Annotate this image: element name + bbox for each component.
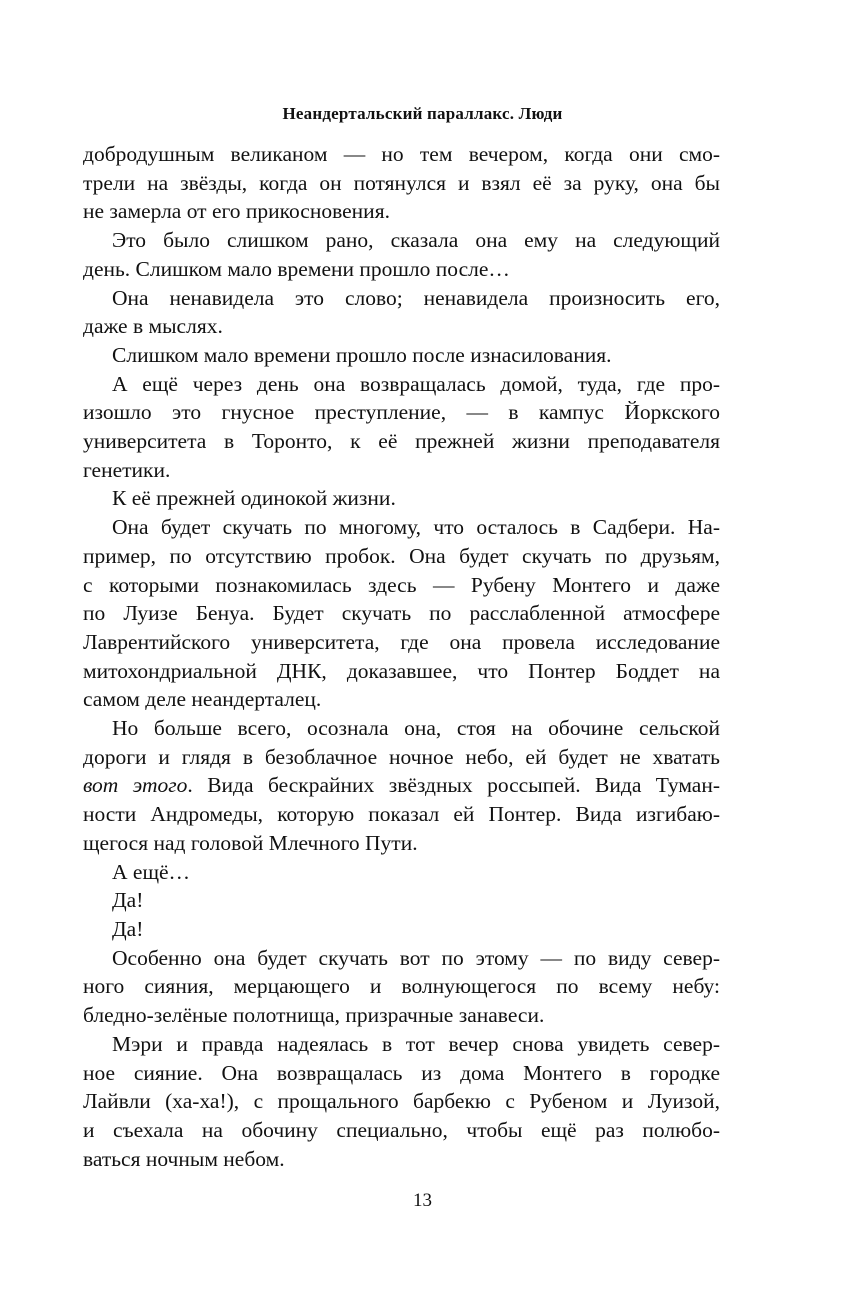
body-text bbox=[83, 140, 720, 1173]
text-line: ваться ночным небом. bbox=[83, 1146, 285, 1171]
text-line: добродушным великаном — но тем вечером, когда они смо- bbox=[83, 142, 720, 166]
text-line: университета в Торонто, к её прежней жизни преподавателя bbox=[83, 429, 720, 454]
paragraph bbox=[83, 284, 720, 341]
text-line: А ещё через день она возвращалась домой, туда, где про- bbox=[112, 371, 720, 396]
text-line: Лайвли (ха-ха!), с прощального барбекю с Рубеном и Луизой, bbox=[83, 1089, 720, 1114]
text-line: А ещё… bbox=[112, 859, 191, 884]
text-line: самом деле неандерталец. bbox=[83, 687, 322, 712]
text-line: с которыми познакомилась здесь — Рубену Монтего и даже bbox=[83, 572, 720, 597]
text-line: день. Слишком мало времени прошло после… bbox=[83, 256, 510, 281]
text-line: по Луизе Бенуа. Будет скучать по расслабленной атмосфере bbox=[83, 601, 720, 626]
text-line: не замерла от его прикосновения. bbox=[83, 199, 390, 224]
text-line: Она ненавидела это слово; ненавидела произносить его, bbox=[112, 285, 720, 310]
text-line: трели на звёзды, когда он потянулся и взял её за руку, она бы bbox=[83, 170, 720, 195]
text-line-mixed bbox=[83, 771, 720, 800]
text-line: Да! bbox=[112, 888, 144, 913]
paragraph bbox=[83, 226, 720, 283]
text-line: К её прежней одинокой жизни. bbox=[112, 486, 396, 511]
text-line: Да! bbox=[112, 916, 144, 941]
text-line: Лаврентийского университета, где она провела исследование bbox=[83, 629, 720, 654]
text-line: Но больше всего, осознала она, стоя на обочине сельской bbox=[112, 716, 720, 741]
text-line: генетики. bbox=[83, 457, 171, 482]
page-number: 13 bbox=[413, 1190, 432, 1211]
paragraph bbox=[83, 944, 720, 1030]
paragraph bbox=[83, 714, 720, 858]
text-line: дороги и глядя в безоблачное ночное небо, ей будет не хватать bbox=[83, 744, 720, 769]
text-line: Это было слишком рано, сказала она ему на следующий bbox=[112, 228, 720, 253]
paragraph bbox=[83, 1030, 720, 1174]
text-line: митохондриальной ДНК, доказавшее, что Понтер Боддет на bbox=[83, 658, 720, 683]
text-line: Мэри и правда надеялась в тот вечер снова увидеть север- bbox=[112, 1031, 720, 1056]
text-line: ное сияние. Она возвращалась из дома Монтего в городке bbox=[83, 1060, 720, 1085]
text-line: и съехала на обочину специально, чтобы ещё раз полюбо- bbox=[83, 1117, 720, 1142]
text-line: пример, по отсутствию пробок. Она будет скучать по друзьям, bbox=[83, 543, 720, 568]
paragraph bbox=[83, 513, 720, 714]
running-head: Неандертальский параллакс. Люди bbox=[282, 104, 563, 123]
paragraph bbox=[83, 858, 720, 887]
text-line: изошло это гнусное преступление, — в кампус Йоркского bbox=[83, 400, 720, 425]
paragraph bbox=[83, 915, 720, 944]
italic-phrase: вот этого bbox=[83, 773, 188, 798]
text-line: щегося над головой Млечного Пути. bbox=[83, 830, 418, 855]
text-run: . Вида бескрайних звёздных россыпей. Вида Туман- bbox=[187, 773, 721, 798]
paragraph bbox=[83, 370, 720, 485]
text-line: ного сияния, мерцающего и волнующегося по всему небу: bbox=[83, 974, 720, 999]
paragraph bbox=[83, 140, 720, 226]
text-line: Она будет скучать по многому, что осталось в Садбери. На- bbox=[112, 515, 720, 540]
text-line: даже в мыслях. bbox=[83, 314, 223, 339]
text-line: Слишком мало времени прошло после изнасилования. bbox=[112, 342, 612, 367]
text-line: бледно-зелёные полотнища, призрачные занавеси. bbox=[83, 1003, 545, 1028]
text-line: Особенно она будет скучать вот по этому — по виду север- bbox=[112, 945, 720, 970]
text-line: ности Андромеды, которую показал ей Понтер. Вида изгибаю- bbox=[83, 802, 720, 827]
paragraph bbox=[83, 886, 720, 915]
paragraph bbox=[83, 484, 720, 513]
paragraph bbox=[83, 341, 720, 370]
